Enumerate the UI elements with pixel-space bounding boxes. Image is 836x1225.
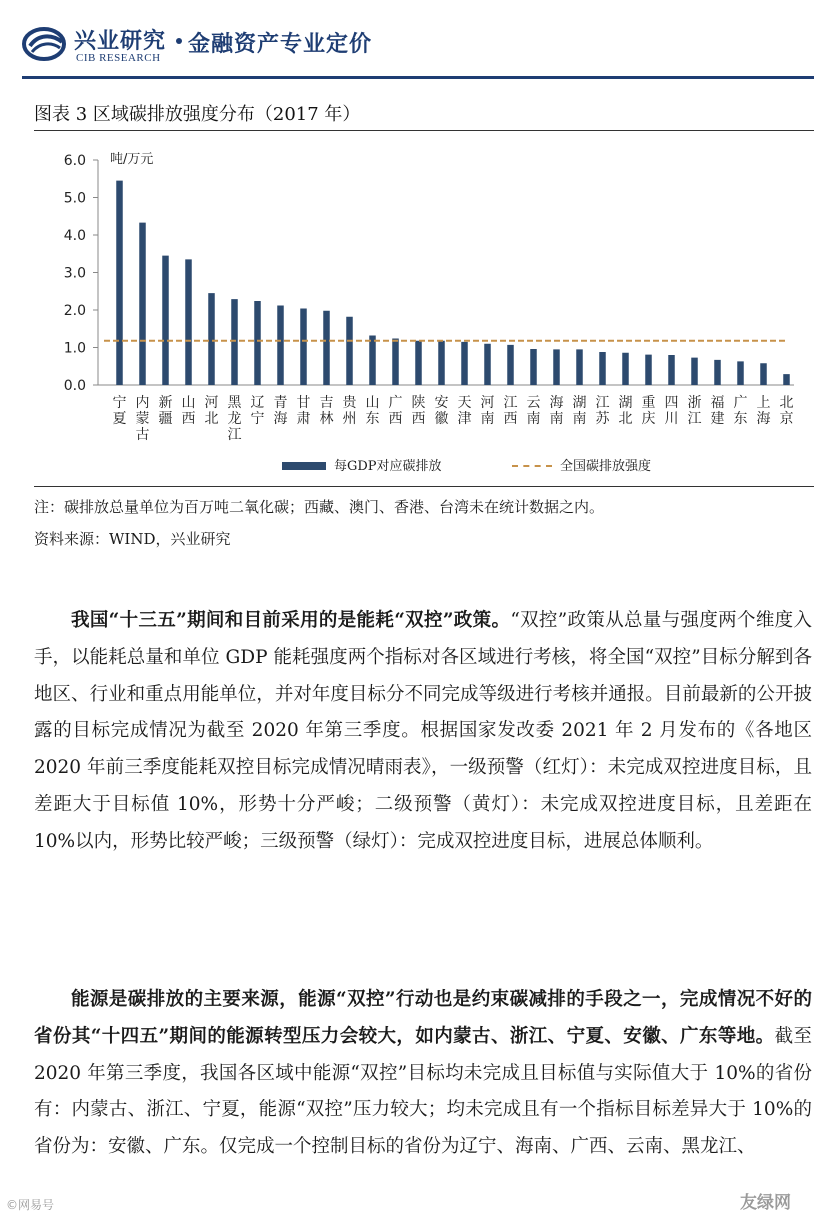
x-tick-label: 甘肃 bbox=[296, 395, 311, 427]
x-tick-label: 河南 bbox=[480, 395, 495, 427]
x-tick-label: 福建 bbox=[710, 395, 725, 427]
bar bbox=[691, 358, 698, 385]
figure-note: 注：碳排放总量单位为百万吨二氧化碳；西藏、澳门、香港、台湾未在统计数据之内。 bbox=[34, 498, 605, 516]
y-tick-label: 6.0 bbox=[63, 153, 86, 169]
bar bbox=[438, 341, 445, 385]
y-tick-label: 3.0 bbox=[63, 265, 86, 282]
x-tick-label: 山西 bbox=[181, 395, 196, 427]
page-header bbox=[0, 0, 836, 80]
bar bbox=[162, 256, 169, 385]
x-tick-label: 辽宁 bbox=[250, 395, 265, 427]
bar bbox=[599, 352, 606, 385]
paragraph-1-body: “双控”政策从总量与强度两个维度入手，以能耗总量和单位 GDP 能耗强度两个指标对各区域进行考核，将全国“双控”目标分解到各地区、行业和重点用能单位，并对年度目标分不同完成等级进行考核并通报。目前最新的公开披露的目标完成情况为截至 2020 年第三季度。根据国家发改委 2021 年 2 月发布的《各地区 2020 年前三季度能耗双控目标完成情况晴雨表》，一级预警（红灯）：未完成双控进度目标，且差距大于目标值 10%，形势十分严峻；二级预警（黄灯）：未完成双控进度目标，且差距在 10%以内，形势比较严峻；三级预警（绿灯）：完成双控进度目标，进展总体顺利。 bbox=[34, 610, 812, 852]
legend-bar-swatch bbox=[282, 462, 326, 470]
x-tick-label: 江苏 bbox=[595, 395, 610, 427]
header-tagline: 金融资产专业定价 bbox=[188, 31, 373, 57]
x-tick-label: 广西 bbox=[388, 395, 403, 427]
bar bbox=[254, 301, 261, 385]
bar bbox=[185, 259, 192, 385]
separator-dot bbox=[176, 38, 182, 44]
paragraph-1 bbox=[34, 603, 812, 861]
bar bbox=[668, 355, 675, 385]
bar bbox=[622, 353, 629, 385]
x-tick-label: 北京 bbox=[779, 395, 794, 427]
x-tick-label: 重庆 bbox=[641, 395, 656, 427]
x-tick-label: 青海 bbox=[273, 395, 288, 427]
paragraph-2-lead: 能源是碳排放的主要来源，能源“双控”行动也是约束碳减排的手段之一，完成情况不好的省份其“十四五”期间的能源转型压力会较大，如内蒙古、浙江、宁夏、安徽、广东等地。 bbox=[34, 989, 812, 1047]
x-tick-label: 云南 bbox=[526, 395, 541, 427]
bar bbox=[116, 181, 123, 385]
x-tick-label: 湖南 bbox=[572, 395, 587, 427]
x-tick-label: 贵州 bbox=[342, 395, 357, 427]
watermark-left: ©网易号 bbox=[6, 1198, 55, 1212]
bar bbox=[484, 344, 491, 385]
figure-title: 图表 3 区域碳排放强度分布（2017 年） bbox=[34, 104, 361, 125]
bar bbox=[714, 360, 721, 385]
x-tick-label: 海南 bbox=[549, 395, 564, 427]
y-tick-label: 4.0 bbox=[63, 228, 86, 244]
watermark-right: 友绿网 bbox=[740, 1193, 791, 1213]
y-unit-label: 吨/万元 bbox=[110, 152, 154, 167]
bar bbox=[576, 349, 583, 385]
x-tick-label: 湖北 bbox=[618, 395, 633, 427]
x-tick-label: 河北 bbox=[204, 395, 219, 427]
brand-name: 兴业研究 bbox=[74, 28, 167, 54]
bar bbox=[346, 317, 353, 385]
legend-dash-swatch bbox=[512, 465, 552, 467]
x-tick-label: 安徽 bbox=[434, 395, 449, 427]
chart-legend bbox=[0, 452, 836, 476]
bar bbox=[553, 349, 560, 385]
figure-bottom-rule bbox=[34, 486, 814, 487]
x-tick-label: 黑龙江 bbox=[227, 395, 242, 443]
legend-bar-label: 每GDP对应碳排放 bbox=[334, 459, 442, 474]
bar bbox=[369, 336, 376, 386]
bar bbox=[760, 363, 767, 385]
x-tick-label: 上海 bbox=[756, 395, 771, 427]
cib-logo-icon bbox=[22, 24, 70, 64]
x-tick-label: 宁夏 bbox=[112, 395, 127, 427]
paragraph-1-lead: 我国“十三五”期间和目前采用的是能耗“双控”政策。 bbox=[71, 610, 511, 631]
y-tick-label: 0.0 bbox=[63, 378, 86, 394]
paragraph-2-body: 截至 2020 年第三季度，我国各区域中能源“双控”目标均未完成且目标值与实际值大于 10%的省份有：内蒙古、浙江、宁夏，能源“双控”压力较大；均未完成且有一个指标目标差异大于 10%的省份为：安徽、广东。仅完成一个控制目标的省份为辽宁、海南、广西、云南、黑龙江、 bbox=[34, 1025, 812, 1158]
bar bbox=[139, 223, 146, 385]
paragraph-2 bbox=[34, 982, 812, 1166]
x-tick-label: 新疆 bbox=[158, 395, 173, 427]
x-tick-label: 山东 bbox=[365, 395, 380, 427]
figure-top-rule bbox=[34, 130, 814, 131]
x-tick-label: 浙江 bbox=[687, 395, 702, 427]
x-tick-label: 内蒙古 bbox=[135, 395, 150, 443]
bar bbox=[783, 374, 790, 385]
bar bbox=[737, 361, 744, 385]
bar bbox=[277, 306, 284, 386]
y-tick-label: 1.0 bbox=[63, 340, 86, 357]
bar bbox=[208, 293, 215, 385]
bar bbox=[300, 309, 307, 386]
bar bbox=[507, 345, 514, 385]
bar bbox=[530, 349, 537, 385]
x-tick-label: 广东 bbox=[733, 395, 748, 427]
x-tick-label: 江西 bbox=[503, 395, 518, 427]
header-divider bbox=[22, 76, 814, 79]
bar bbox=[461, 342, 468, 385]
x-tick-label: 四川 bbox=[664, 395, 679, 427]
carbon-intensity-chart bbox=[34, 140, 814, 450]
figure-source: 资料来源：WIND，兴业研究 bbox=[34, 530, 231, 548]
y-tick-label: 5.0 bbox=[63, 190, 86, 207]
x-tick-label: 陕西 bbox=[411, 395, 426, 427]
brand-name-english: CIB RESEARCH bbox=[76, 52, 161, 64]
bar bbox=[392, 339, 399, 386]
legend-reference-label: 全国碳排放强度 bbox=[560, 459, 652, 474]
bar bbox=[231, 299, 238, 385]
y-tick-label: 2.0 bbox=[63, 303, 86, 319]
bar bbox=[323, 311, 330, 385]
x-tick-label: 天津 bbox=[457, 395, 472, 427]
x-tick-label: 吉林 bbox=[319, 395, 334, 427]
bar bbox=[415, 341, 422, 385]
bar bbox=[645, 355, 652, 385]
